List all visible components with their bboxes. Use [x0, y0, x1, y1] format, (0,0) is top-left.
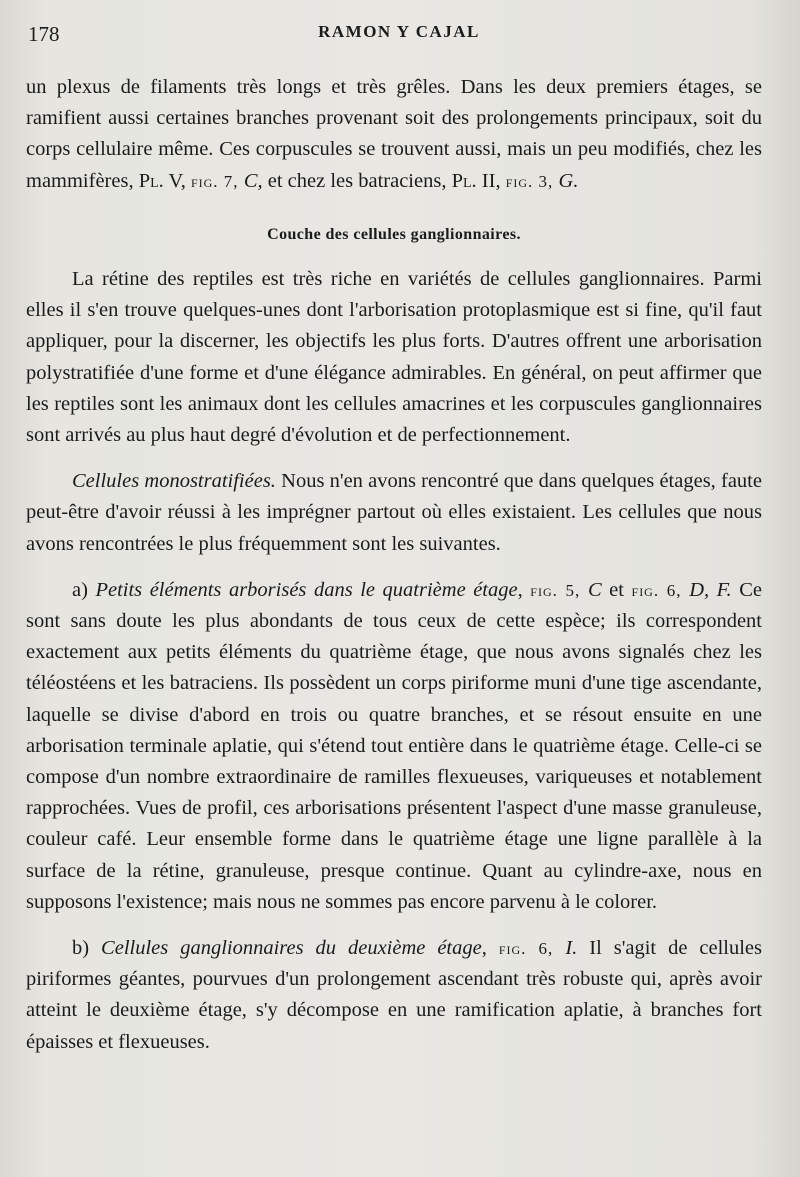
text-run: et — [601, 578, 632, 601]
italic-ref: I. — [565, 937, 578, 960]
text-run: un plexus de filaments très longs et très grêles. Dans les deux premiers étages, se ramifient aussi certaines branches provenant soit des prolongements principaux, soit du corps cellulaire même. Ces corpuscules se trouvent aussi, mais un peu modifiés, chez les mammifères, — [26, 76, 762, 192]
figure-ref: fig. 6, — [498, 939, 566, 959]
text-run: Il s'agit de cellules piriformes géantes, pourvues d'un prolongement ascendant très robuste qui, après avoir atteint le deuxième étage, s'y décompose en une ramification aplatie, à branches fort épaisses et flexueuses. — [26, 937, 763, 1053]
italic-ref: C — [587, 578, 602, 601]
page-header — [28, 18, 770, 48]
plate-ref: Pl. II, — [451, 169, 506, 192]
body-text — [26, 72, 762, 1058]
text-run: Nous n'en avons rencontré que dans quelques étages, faute peut-être d'avoir réussi à les imprégner partout où elles existaient. Les cellules que nous avons rencontrées le plus fréquemment sont les suivantes. — [26, 470, 762, 555]
italic-heading: Petits éléments arborisés dans le quatrième étage — [95, 578, 518, 601]
figure-ref: fig. 3, — [505, 171, 559, 191]
paragraph-5 — [26, 933, 762, 1058]
italic-heading: Cellules monostratifiées. — [72, 470, 276, 493]
item-label: a) — [72, 578, 96, 601]
plate-ref: Pl. V, — [138, 169, 191, 192]
figure-ref: fig. 7, — [190, 171, 244, 191]
running-head: RAMON Y CAJAL — [318, 22, 480, 41]
text-run: , — [517, 578, 531, 601]
italic-heading: Cellules ganglionnaires du deuxième étage — [101, 937, 482, 960]
italic-ref: G. — [558, 169, 579, 192]
paragraph-2: La rétine des reptiles est très riche en variétés de cellules ganglionnaires. Parmi elles il s'en trouve quelques-unes dont l'arborisation protoplasmique est si fine, qu'il faut appliquer, pour la discerner, les objectifs les plus forts. D'autres offrent une arborisation polystratifiée d'une forme et d'une élégance admirables. En général, on peut affirmer que les reptiles sont les animaux dont les cellules amacrines et les corpuscules ganglionnaires sont arrivés au plus haut degré d'évolution et de perfectionnement. — [26, 268, 762, 447]
text-run: et chez les batraciens, — [262, 169, 452, 192]
paragraph-1 — [26, 72, 762, 197]
paragraph-3 — [26, 466, 762, 560]
page-number: 178 — [28, 22, 60, 46]
paragraph-4 — [26, 575, 762, 918]
text-run: , — [481, 937, 499, 960]
item-label: b) — [72, 937, 102, 960]
figure-ref: fig. 5, — [530, 580, 588, 600]
text-run: Ce sont sans doute les plus abondants de tous ceux de cette espèce; ils correspondent exactement aux petits éléments du quatrième étage, que nous avons signalés chez les téléostéens et les batraciens. Ils possèdent un corps piriforme muni d'une tige ascendante, laquelle se divise d'abord en trois ou quatre branches, et se résout ensuite en une arborisation terminale aplatie, qui s'étend tout entière dans le quatrième étage. Celle-ci se compose d'un nombre extraordinaire de ramilles flexueuses, variqueuses et notablement rapprochées. Vues de profil, ces arborisations présentent l'aspect d'une masse granuleuse, couleur café. Leur ensemble forme dans le quatrième étage une ligne parallèle à la surface de la rétine, granuleuse, presque continue. Quant au cylindre-axe, nous en supposons l'existence; mais nous ne sommes pas encore parvenu à le colorer. — [26, 578, 762, 913]
italic-ref: D, F. — [689, 578, 732, 601]
figure-ref: fig. 6, — [631, 580, 690, 600]
italic-ref: C, — [243, 169, 263, 192]
section-heading: Couche des cellules ganglionnaires. — [267, 225, 521, 243]
